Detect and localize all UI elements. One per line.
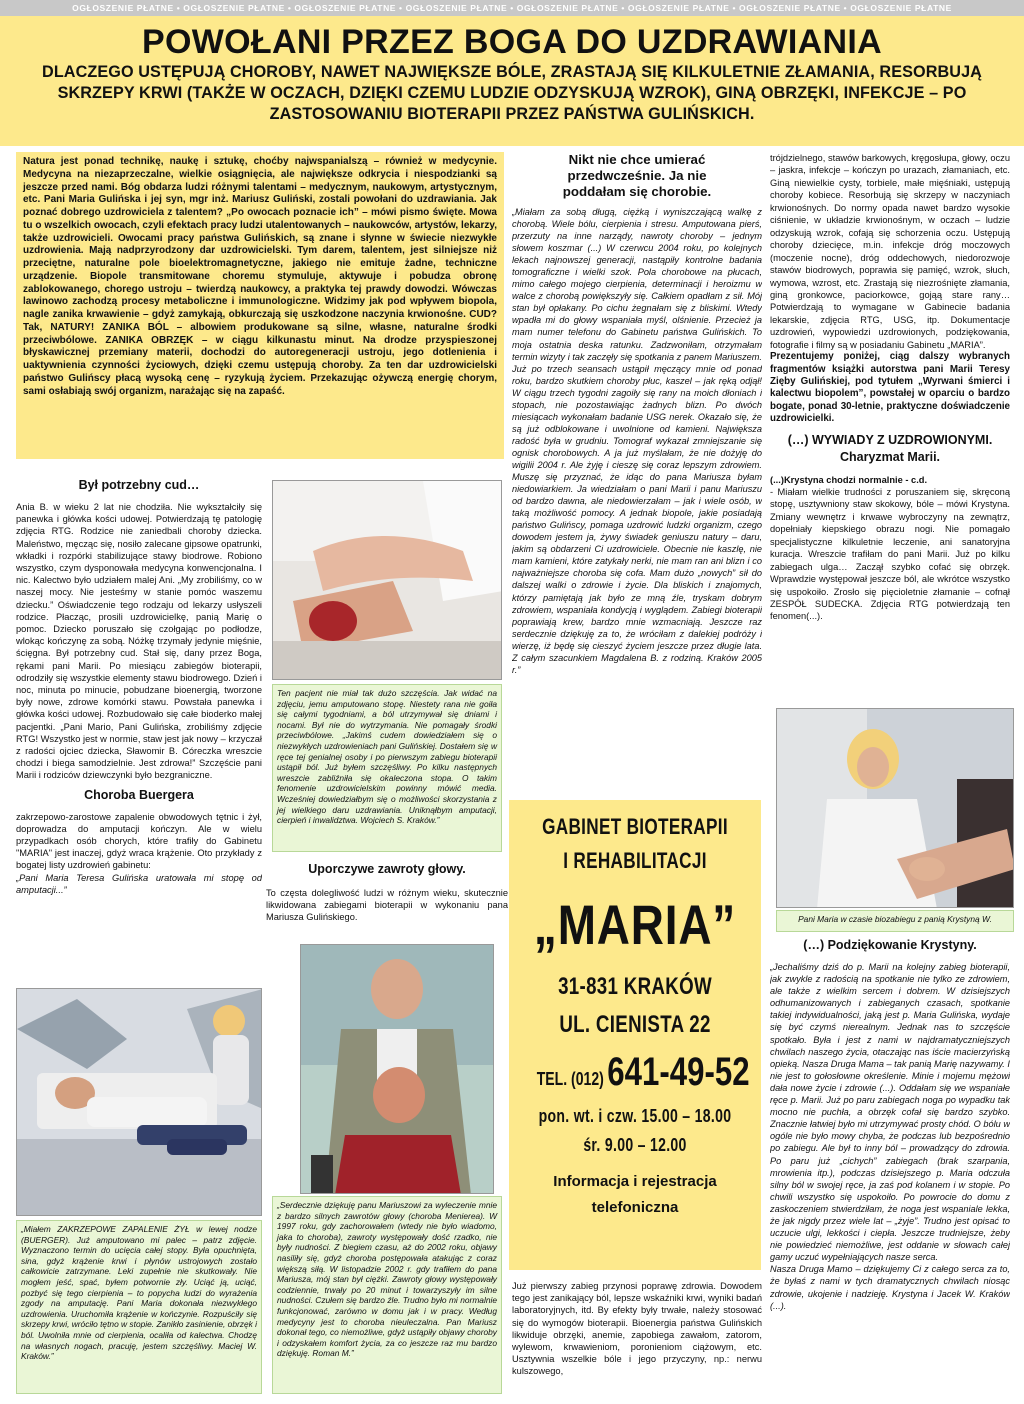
photo-amputated-foot bbox=[272, 480, 502, 680]
ad-phone-prefix: TEL. (012) bbox=[536, 1069, 604, 1089]
ad-info: Informacja i rejestracja telefoniczna bbox=[553, 1173, 717, 1216]
column-3 bbox=[512, 152, 762, 797]
page-subtitle: DLACZEGO USTĘPUJĄ CHOROBY, NAWET NAJWIĘKSZE BÓLE, ZRASTAJĄ SIĘ KILKULETNIE ZŁAMANIA, RESORBUJĄ SKRZEPY KRWI (TAKŻE W OCZACH, DZIĘKI CZEMU LUDZIE ODZYSKUJĄ WZROK), GINĄ OBRZĘKI, INFEKCJE – PO ZASTOSOWANIU BIOTERAPII PRZEZ PAŃSTWA GULIŃSKICH. bbox=[42, 63, 982, 123]
section-heading-cud: Był potrzebny cud… bbox=[78, 478, 200, 492]
section-text-cud: Ania B. w wieku 2 lat nie chodziła. Nie wykształciły się panewka i główka kości udowej. Potwierdzają tę patologię zdjęcia RTG. Rodzice nie zaniedbali choroby dziecka. Maleństwo, męcząc się, nosiło zalecane gipsowe opatrunki, wkładki i rozpórki stabilizujące stawy biodrowe. Robiono wszystko, czym dysponowała medycyna konwencjonalna. I nic. Kalectwo było udziałem malej Ani. „My zrobiliśmy, co w naszej mocy. Nie jesteśmy w stanie pomóc waszemu dziecku.” Oświadczenie tego rodzaju od lekarzy usłyszeli rodzice. Płacząc, prosili uzdrowicielkę, panią Marię o pomoc. Dziecko poruszało się czołgając po podłodze, wlokąc kończynę za sobą. Nóżkę trzymały jedynie mięśnie, ścięgna. Był potrzebny cud. Stał się, dany przez Boga, rękami pani Marii. Po miesiącu zabiegów bioterapii, odrodziły się wszystkie elementy stawu biodrowego. Dzień i noc, minuta po minucie, pobudzane bioenergią, tworzone były nowe, zdrowe komórki stawu. Powstała panewka i główka kości udowej. Rozbudowało się całe bioderko małej pacjentki. „Pani Mario, Pani Gulińska, zrobiliśmy zdjęcie RTG! Wszystko jest w normie, staw jest jak nowy – krzyczał z radości ojciec dziecka, Sławomir B. Córeczka wreszcie chodzi i biega samodzielnie. Jest zdrowa!” Szczęście pani Marii i rodziców dziewczynki było bezgraniczne. bbox=[16, 502, 262, 781]
column-3-bottom bbox=[512, 1280, 762, 1398]
section-heading-cancer: Nikt nie chce umierać przedwcześnie. Ja nie poddałam się chorobie. bbox=[562, 152, 712, 199]
paid-ad-banner: OGŁOSZENIE PŁATNE • OGŁOSZENIE PŁATNE • OGŁOSZENIE PŁATNE • OGŁOSZENIE PŁATNE • OGŁOSZENIE PŁATNE • OGŁOSZENIE PŁATNE • OGŁOSZENIE PŁATNE • OGŁOSZENIE PŁATNE bbox=[0, 0, 1024, 16]
photo-amputated-foot-image bbox=[273, 481, 502, 680]
section-text-dizziness: To częsta dolegliwość ludzi w różnym wieku, skutecznie likwidowana zabiegami bioterapii w wykonaniu pana Mariusza Gulińskiego. bbox=[266, 888, 508, 922]
section-text-thanks-end: Nasza Druga Mamo – dziękujemy Ci z całego serca za to, że byłaś z nami w tych dramatycznych chwilach niosąc zdrowie, ukojenie i nadzieję. Krystyna i Jacek W. Kraków (...). bbox=[770, 1264, 1010, 1311]
photo-patient-bed bbox=[16, 988, 262, 1216]
caption-amputation: Ten pacjent nie miał tak dużo szczęścia. Jak widać na zdjęciu, jemu amputowano stopę. Niestety rana nie goiła się całymi tygodniami, a ból utrzymywał się dniami i nocami. Był nie do wytrzymania. Nie pomagały środki przeciwbólowe. „Jakimś cudem dowiedziałem się o niezwykłych uzdrowieniach pani Gulińskiej. Dostałem się w ręce tej genialnej osoby i po pierwszym zabiegu bioterapii ustąpił ból. Już byłem szczęśliwy. Po kilku następnych wreszcie zabliźniła się okaleczona stopa. O takim fenomenie uzdrowicielskim powinny mówić media. Wcześniej dowiedziałbym się o możliwości skorzystania z jej wielkiego daru uzdrawiania. Uniknąłbym amputacji, cierpień i inwalidztwa. Wojciech S. Kraków.” bbox=[272, 684, 502, 852]
section-text-cancer: „Miałam za sobą długą, ciężką i wyniszczającą walkę z chorobą. Wiele bólu, cierpienia i stresu. Amputowana pierś, przerzuty na inne narządy, nawroty choroby – jednym słowem koszmar (...) W czerwcu 2004 roku, po kolejnych lekach najnowszej generacji, nastąpiły kontrolne badania tomograficzne i wielki szok. Pola chorobowe na płucach, mimo całego mojego cierpienia, determinacji i heroizmu w walce z chorobą powiększyły się. Całkiem opadłam z sił. Mój stan był opłakany. Po cichu żegnałam się z bliskimi. Wtedy wpadła mi do głowy wspaniała myśl, olśnienie. Przecież ja mam numer telefonu do Gabinetu państwa Gulińskich. To moja ostatnia deska ratunku. Zadzwoniłam, otrzymałam termin wizyty i tak zaczęły się spotkania z panem Mariuszem. Już po trzech seansach ustąpił męczący mnie od ponad roku, bardzo skutkiem choroby płuc, kaszel – jak ręką odjął! W ciągu trzech tygodni zagoiły się rany na moich dłoniach i stopach, nie pozostawiając żadnych blizn. Po dwóch miesiącach wykonałam badanie USG nerek. Okazało się, że są już odblokowane i uwolnione od kamieni. Największa radość była w grudniu. Tomograf wykazał zmniejszanie się ognisk chorobowych. A ja już myślałam, że nie dożyję do wigilii 2004 r. Ale żyję i cieszę się coraz lepszym zdrowiem. Muszę się przyznać, że idąc do pana Mariusza byłam niedowiarkiem. Ja wiedziałam o pani Marii i panu Mariuszu od bardzo dawna, ale niedowierzałam – jak i wiele osób, w taką możliwość pomocy. A jednak biopole, jakie posiadają państwo Gulińscy, pomaga uzdrowić ludzki organizm, czego dowodem jestem ja, żywy świadek geniuszu natury – daru, jakim są obdarzeni Ci uzdrowiciele. Obecnie nie kaszlę, nie mam kamieni, które zatykały nerki, nie mam ran ani blizn i co najważniejsze choroba się cofa. Mam dużo „nowych” sił do dalszej walki o zdrowie i życie. Dla bliskich i znajomych, którzy pamiętają jak było ze mną źle, tryskam dobrym zdrowiem, wspaniała kondycją i wyglądem. Zabiegi bioterapii poprawiają krew, bardzo mnie wzmacniają. Jeszcze raz serdecznie dziękuję za to, że wróciłam z dalekiej podróży i wierzę, iż będę się cieszyć życiem jeszcze przez długie lata. Z całym szacunkiem Magdalena B. z rodziną. Kraków 2005 r.” bbox=[512, 207, 762, 675]
column-2-text bbox=[266, 862, 508, 922]
photo-maria-krystyna-image bbox=[777, 709, 1014, 908]
header bbox=[0, 16, 1024, 146]
section-text-book: Prezentujemy poniżej, ciąg dalszy wybranych fragmentów książki autorstwa pani Marii Teresy Zięby Gulińskiej, pod tytułem „Wyrwani śmierci i kalectwu biopolem”, powstałej w oparciu o bardzo bogate, ponad 30-letnie, praktyczne doświadczenie uzdrowicielki. bbox=[770, 351, 1010, 425]
ad-line-1: GABINET BIOTERAPII bbox=[542, 814, 728, 839]
page-title: POWOŁANI PRZEZ BOGA DO UZDRAWIANIA bbox=[142, 23, 882, 61]
section-text-conditions: trójdzielnego, stawów barkowych, kręgosłupa, głowy, oczu – jaskra, infekcje – kończyn po urazach, złamaniach, etc. Giną niewielkie cysty, torbiele, małe mięśniaki, ustępują choroby kobiece. Resorbują się skrzepy w naczyniach krwionośnych. Do normy opada nawet bardzo wysokie ciśnienie, w układzie krwionośnym, w oczach – ludzie odzyskują wzrok, cofają się schorzenia oczu. Ustępują choroby dziecięce, m.in. infekcje dróg moczowych (moczenie nocne), dróg oddechowych, niedorozwoje stawów biodrowych, poprawia się pamięć, wzrok, słuch, wymowa, wzrost, etc. Zrastają się niezrośnięte złamania, giną gronkowce, paciorkowce, gojąą stare rany… Potwierdzają to wymagane w Gabinecie badania lekarskie, zdjęcia RTG, USG, itp. Dokumentacje uzdrowień, wypowiedzi uzdrowionych, podziękowania, fotografie i filmy są w posiadaniu Gabinetu „MARIA”. bbox=[770, 153, 1010, 350]
photo-head-treatment-image bbox=[301, 945, 494, 1194]
ad-phone-row bbox=[536, 1050, 750, 1095]
section-heading-thanks: (…) Podziękowanie Krystyny. bbox=[803, 938, 977, 952]
ad-city: 31-831 KRAKÓW bbox=[558, 973, 712, 1000]
section-text-buerger: zakrzepowo-zarostowe zapalenie obwodowych tętnic i żył, doprowadza do amputacji kończyn. Ale w wielu przypadkach osób chorych, które trafiły do Gabinetu "MARIA" jest inaczej, gdyż wraca krążenie. Oto przykłady z bogatej listy uzdrowień gabinetu: bbox=[16, 811, 262, 871]
photo-patient-bed-image bbox=[17, 989, 262, 1216]
ad-phone[interactable]: 641-49-52 bbox=[607, 1050, 750, 1094]
section-heading-dizziness: Uporczywe zawroty głowy. bbox=[308, 862, 466, 876]
ad-street: UL. CIENISTA 22 bbox=[559, 1011, 711, 1038]
section-quote-buerger: „Pani Maria Teresa Gulińska uratowała mi stopę od amputacji...” bbox=[16, 872, 262, 895]
intro-box bbox=[16, 152, 504, 459]
ad-line-2: I REHABILITACJI bbox=[563, 848, 707, 873]
section-heading-buerger: Choroba Buergera bbox=[84, 787, 194, 802]
section-text-thanks: „Jechaliśmy dziś do p. Marii na kolejny zabieg bioterapii, jak zwykle z radością na spotkanie nie tylko ze zdrowiem, ale także z wielkim sercem i dobrem. W dzisiejszych odhumanizowanych i zabieganych czasach, spotkanie takiej indywidualności, jaką jest p. Maria Gulińska, wydaje się być czymś nierealnym. Jednak nas to szczęście spotkało. Była i jest z nami w najdramatyczniejszych chwilach naszego życia, otaczając nas iście macierzyńską opieką. Nasza Druga Mama – tak panią Marię nazywamy. I nie jest to gołosłowne określenie. Minie i mojemu mężowi dała nowe życie i zdrowie (...). Oddałam się we wspaniałe ręce p. Marii. Już po paru zabiegach noga po wypadku tak mocno nie puchła, a obrzęk cofał się bardzo szybko. Znacznie łatwiej było mi utrzymywać prosty chód. O bólu w ogóle nie było mowy chyba, że podczas lub bezpośrednio po zabiegu. Ale był to inny ból – prowadzący do zdrowia. Po paru już „cichych” zabiegach (brak szarpania, mrowienia itp.), podczas dzisiejszego p. Maria odczuła silny ból w swojej ręce, ja zaś pod kolanem i w stopie. Po chwili wszystko się uspokoiło. Po powrocie do domu z zaskoczeniem stwierdziłam, że noga jest wspaniale lekka, że jak nigdy przez wiele lat – „żyje”. Trudno jest opisać to uczucie ulgi, lekkości i ciepła. Jeszcze trudniejsze, żeby nie powiedzieć niemożliwe, jest oddanie w słowach całej gamy uczuć wypełniających nasze serca. bbox=[770, 962, 1010, 1263]
ad-hours-2: śr. 9.00 – 12.00 bbox=[583, 1135, 687, 1155]
section-text-krystyna: - Miałam wielkie trudności z poruszaniem się, skręconą stopę, usztywniony staw skokowy, bóle – mówi Krystyna. Zmiany wewnętrz i krwawe wybroczyny na zewnątrz, dopełniały kiepskiego obrazu nogi. Nie pomagało specjalistyczne kilkuletnie leczenie, ani sanatoryjna kuracja. Wreszcie trafiłam do pani Marii. Już po kilku zabiegach ulga… Zaczął szybko cofać się obrzęk. Wprawdzie występował jeszcze ból, ale wkrótce wszystko się uspokoiło. Zrosło się pięcioletnie złamanie – cofnął ZESPÓŁ SUDECKA. Zdjęcia RTG potwierdzają ten fenomen(...). bbox=[770, 486, 1010, 622]
photo-maria-krystyna bbox=[776, 708, 1014, 908]
intro-text: Natura jest ponad technikę, naukę i sztukę, choćby najwspanialszą – również w medycynie. Medycyna na niezaprzeczalne, wielkie osiągnięcia, ale największe odkrycia i niespodzianki są jeszcze przed nami. Bóg obdarza ludzi różnymi talentami – medycznym, naukowym, artystycznym, etc. Pani Maria Gulińska i jej syn, mgr inż. Mariusz Guliński, zostali powołani do uzdrawiania. Jak poznać dobrego uzdrowiciela z talentem? „Po owocach poznacie ich” – mówi pismo święte. Mowa tu o wszelkich owocach, czyli efektach pracy ludzi utalentowanych – naukowców, artystów, lekarzy, także uzdrowicieli. Owocami pracy państwa Gulińskich, są znane i słynne w świecie niezwykłe uzdrowienia. Mają nadprzyrodzony dar uzdrowicielski. Tym darem, talentem, jest silniejsze niż przeciętne, naturalne pole bioelektromagnetyczne, jakiego nie emituje żadne, techniczne urządzenie. Biopole transmitowane choremu stymuluje, aktywuje i pobudza obronę zablokowanego, chorego ustroju – twierdzą naukowcy, a praktyka tej prawdy dowodzi. Wówczas lawinowo zachodzą procesy metaboliczne i immunologiczne. Widzimy jak pod wpływem biopola, nagle zanika krwawienie – gdyż zamykają, obkurczają się uszkodzone naczynia krwionośne. CUD? Tak, NATURY! ZANIKA BÓL – albowiem produkowane są silne, własne, naturalne środki przeciwbólowe. ZANIKA OBRZĘK – w ciągu kilkunastu minut. Na drodze przyspieszonej błyskawicznej przemiany materii, dochodzi do autoregeneracji ustroju, jego dotlenienia i uaktywnienia czynności życiowych, dzięki czemu ustępują choroby. Za ten dar uzdrowicielski państwo Gulińscy płacą wysoką cenę – ryzykują życiem. Przekazując ożywczą energię chorym, sami osłabiają swój organizm, narażając się na zapaść. bbox=[23, 156, 497, 397]
column-1 bbox=[16, 478, 262, 978]
clinic-ad bbox=[509, 800, 761, 1270]
section-text-krystyna-title: (...)Krystyna chodzi normalnie - c.d. bbox=[770, 474, 928, 485]
column-4 bbox=[770, 152, 1010, 702]
caption-maria-krystyna: Pani Maria w czasie biozabiegu z panią Krystyną W. bbox=[776, 910, 1014, 932]
section-heading-interviews: (…) WYWIADY Z UZDROWIONYMI. Charyzmat Marii. bbox=[787, 432, 993, 464]
ad-hours-1: pon. wt. i czw. 15.00 – 18.00 bbox=[538, 1106, 732, 1126]
column-4-bottom bbox=[770, 938, 1010, 1398]
caption-dizziness: „Serdecznie dziękuję panu Mariuszowi za wyleczenie mnie z bardzo silnych zawrotów głowy (choroba Menierea). W 1997 roku, gdy zachorowałem (wtedy nie było wiadomo, jaka to choroba), zawroty występowały dość rzadko, nie były nudności. Z biegiem czasu, aż do 2002 roku, objawy nasiliły się, gdyż choroba postępowała atakując z coraz większą siłą. W listopadzie 2002 r. gdy trafiłem do pana Mariusza, mój stan był ciężki. Zawroty głowy występowały codziennie, trwały po 20 minut i towarzyszyły im silne nudności. Czułem się bardzo źle. Trudno było mi normalnie funkcjonować, zarówno w domu jak i w pracy. Według medycyny jest to choroba nieuleczalna. Pan Mariusz dokonał tego, co niemożliwe, gdyż ustąpiły objawy choroby i odzyskałem komfort życia, za co jeszcze raz mu bardzo dziękuję. Roman M.” bbox=[272, 1196, 502, 1394]
ad-name: „MARIA” bbox=[533, 893, 737, 956]
caption-buerger: „Miałem ZAKRZEPOWE ZAPALENIE ŻYŁ w lewej nodze (BUERGER). Już amputowano mi palec – patrz zdjęcie. Wyznaczono termin do ucięcia całej stopy. Była opuchnięta, sina, gdyż krążenie krwi i płynów ustrojowych zostało całkowicie zatrzymane. Leki zupełnie nie skutkowały. Nie mogłem jeść, spać, byłem potwornie zły. Uciąć ją, uciąć, pozbyć się tego cierpienia – to popycha ludzi do wyrażenia zgody na amputację. Pani Maria dokonała niezwykłego uzdrowienia. Uruchomiła krążenie w kończynie. Rozpuściły się skrzepy krwi, wróciło tętno w stopie. Zanikło zasinienie, obrzęk i ból. Uwolniła mnie od cierpienia, ocaliła od kalectwa. Chodzę na własnych nogach, pracuję, jestem szczęśliwy. Maciej W. Kraków.” bbox=[16, 1220, 262, 1394]
photo-head-treatment bbox=[300, 944, 494, 1194]
section-text-effects: Już pierwszy zabieg przynosi poprawę zdrowia. Dowodem tego jest zanikający ból, lepsze wskaźniki krwi, wyniki badań laboratoryjnych, itd. By efekty były trwałe, należy stosować się do wymogów bioterapii. Bioenergia państwa Gulińskich likwiduje obrzęki, anemie, zapobiega zawałom, zatorom, wylewom, krwawieniom, poronieniom ciążowym, etc. Usztywnia wszelkie bóle i jego przyczyny, np.: nerwu kulszowego, bbox=[512, 1281, 762, 1377]
